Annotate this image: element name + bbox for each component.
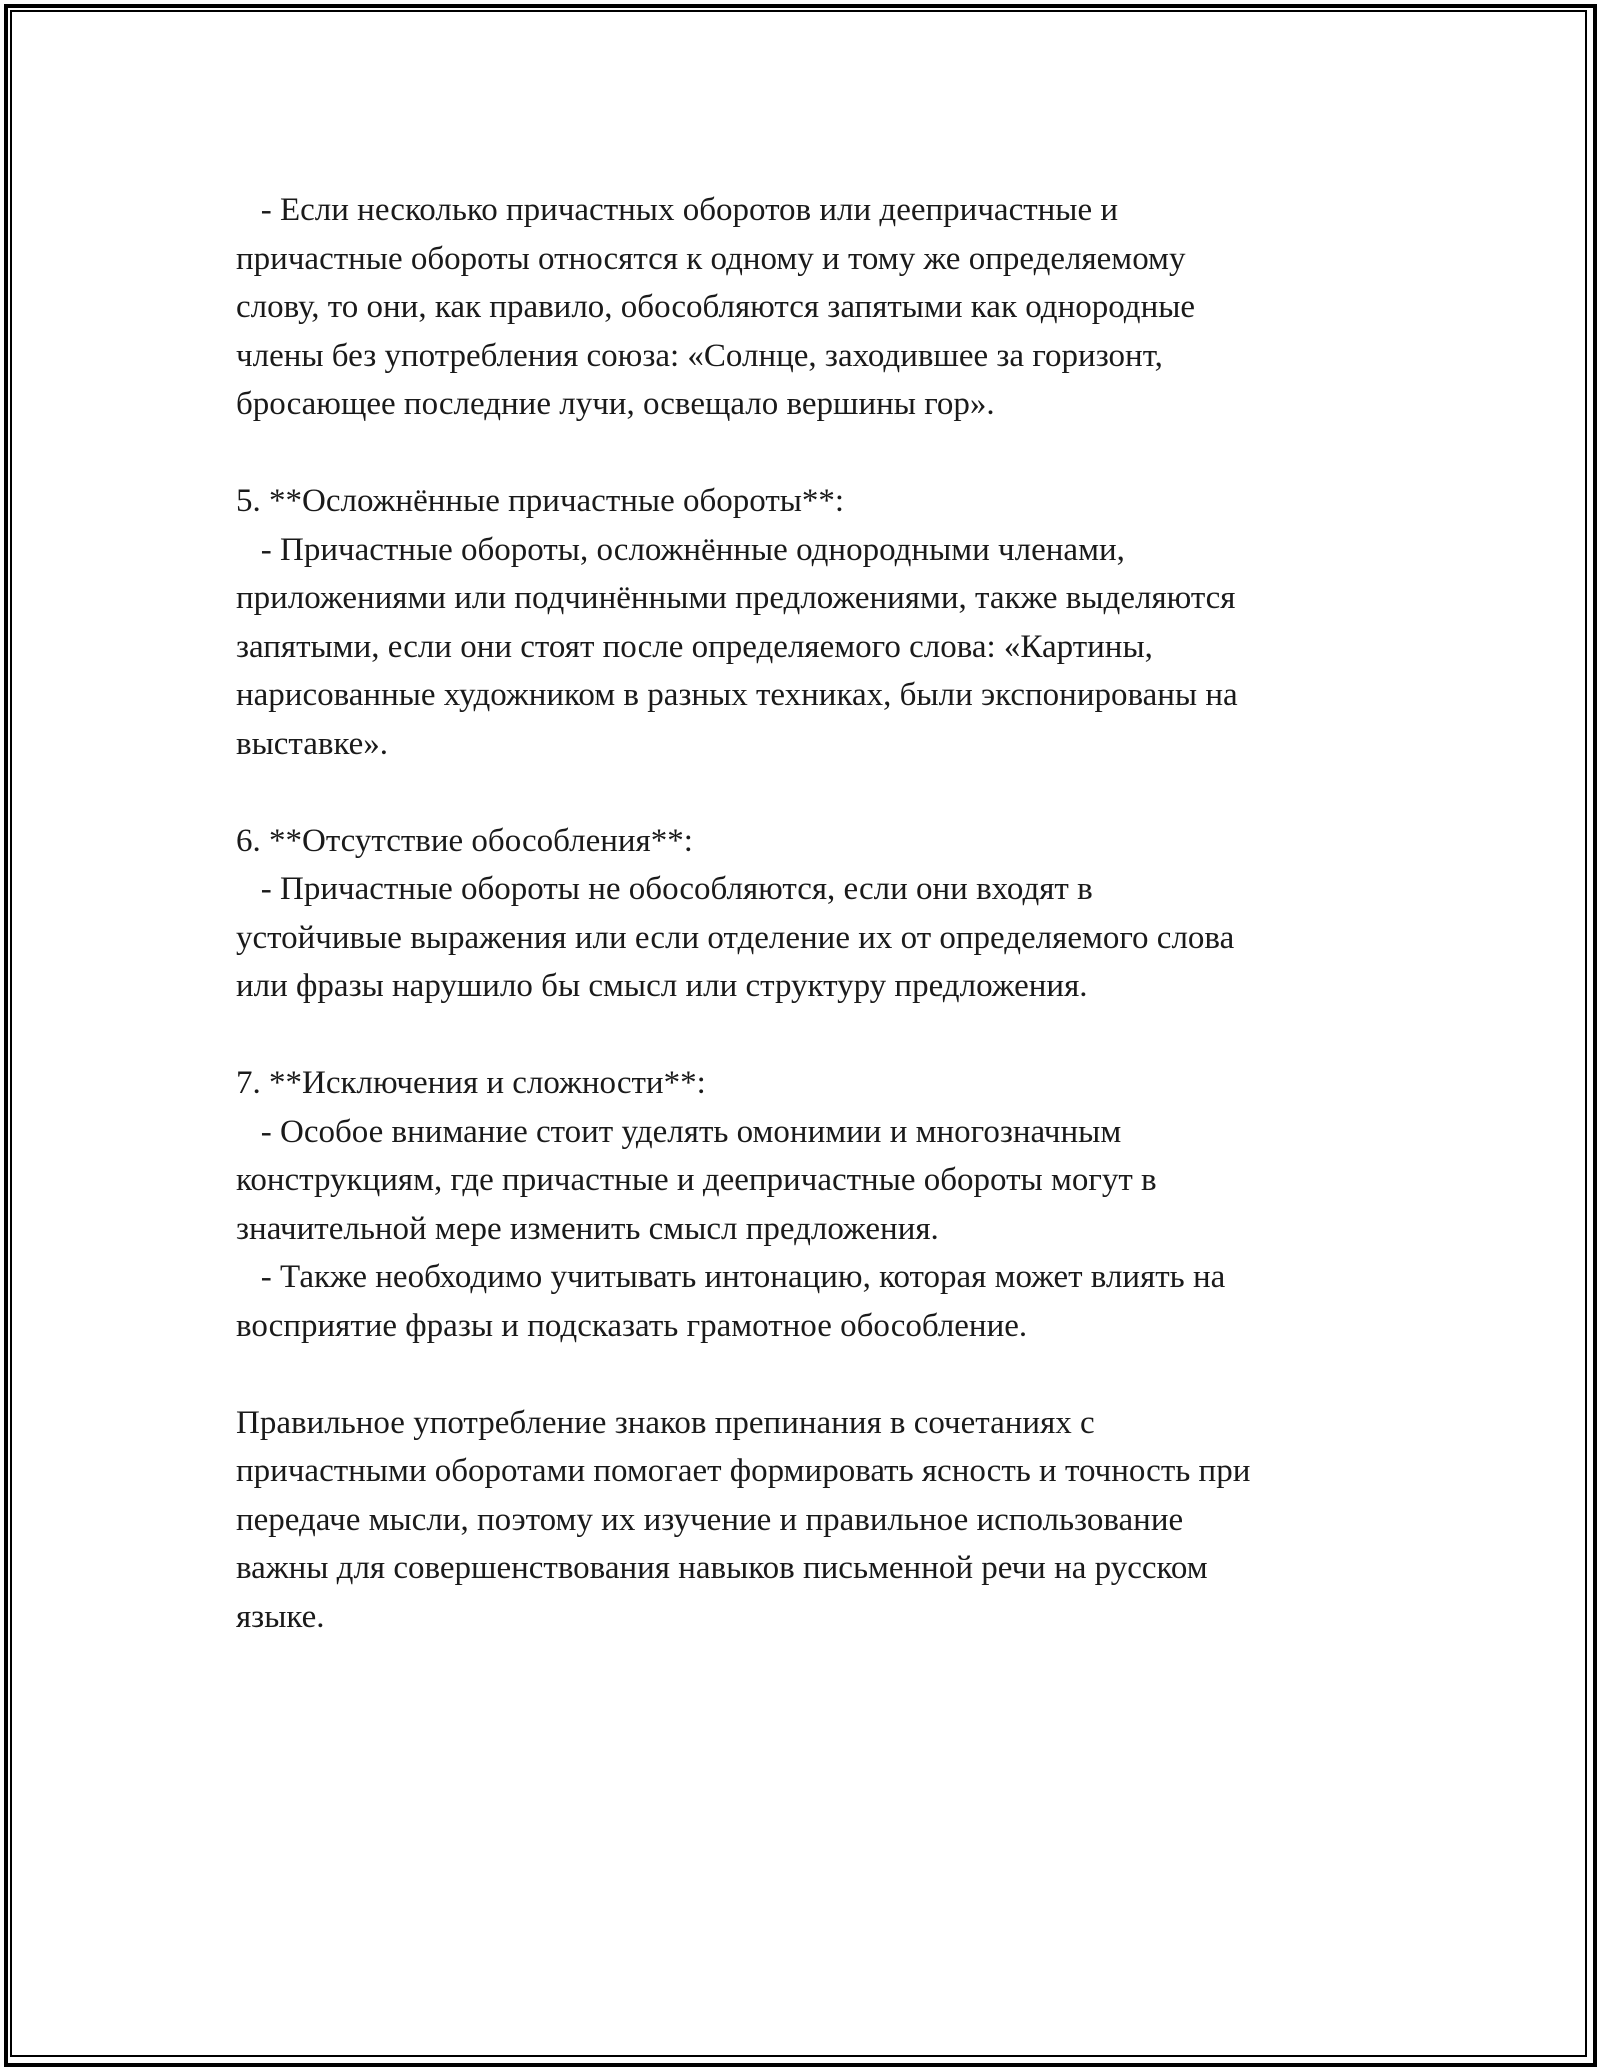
section-no-separation xyxy=(236,817,1396,1011)
text-line: важны для совершенствования навыков письменной речи на русском xyxy=(236,1550,1208,1586)
section-heading: 6. **Отсутствие обособления**: xyxy=(236,822,693,859)
paragraph-spacer xyxy=(236,429,1396,478)
text-line: приложениями или подчинёнными предложениями, также выделяются xyxy=(236,580,1236,616)
text-line: значительной мере изменить смысл предложения. xyxy=(236,1210,939,1247)
text-line: нарисованные художником в разных техниках, были экспонированы на xyxy=(236,677,1238,713)
text-line: или фразы нарушило бы смысл или структуру предложения. xyxy=(236,968,1088,1004)
text-line: слову, то они, как правило, обособляются запятыми как однородные xyxy=(236,289,1196,325)
text-line: выставке». xyxy=(236,725,389,762)
paragraph-spacer xyxy=(236,1011,1396,1060)
text-line: члены без употребления союза: «Солнце, заходившее за горизонт, xyxy=(236,337,1163,374)
section-heading: 5. **Осложнённые причастные обороты**: xyxy=(236,483,845,519)
text-line: Правильное употребление знаков препинания в сочетаниях с xyxy=(236,1404,1095,1441)
text-line: - Если несколько причастных оборотов или деепричастные и xyxy=(236,192,1119,228)
text-line: конструкциям, где причастные и деепричастные обороты могут в xyxy=(236,1162,1157,1198)
text-line: восприятие фразы и подсказать грамотное обособление. xyxy=(236,1307,1028,1344)
paragraph-spacer xyxy=(236,768,1396,817)
text-line: языке. xyxy=(236,1598,325,1635)
text-line: бросающее последние лучи, освещало вершины гор». xyxy=(236,386,995,422)
paragraph-homogeneous-participles xyxy=(236,186,1396,429)
document-body xyxy=(236,186,1396,1641)
paragraph-spacer xyxy=(236,1350,1396,1399)
section-exceptions xyxy=(236,1059,1396,1350)
text-line: - Особое внимание стоит уделять омонимии и многозначным xyxy=(236,1113,1122,1150)
text-line: передаче мысли, поэтому их изучение и правильное использование xyxy=(236,1501,1184,1538)
text-line: причастные обороты относятся к одному и тому же определяемому xyxy=(236,240,1186,277)
text-line: запятыми, если они стоят после определяемого слова: «Картины, xyxy=(236,628,1153,665)
text-line: - Причастные обороты, осложнённые однородными членами, xyxy=(236,531,1125,568)
text-line: - Причастные обороты не обособляются, если они входят в xyxy=(236,871,1093,907)
section-heading: 7. **Исключения и сложности**: xyxy=(236,1065,706,1101)
paragraph-conclusion xyxy=(236,1399,1396,1642)
text-line: причастными оборотами помогает формировать ясность и точность при xyxy=(236,1453,1251,1489)
text-line: устойчивые выражения или если отделение их от определяемого слова xyxy=(236,919,1235,956)
section-complex-participles xyxy=(236,477,1396,768)
text-line: - Также необходимо учитывать интонацию, которая может влиять на xyxy=(236,1259,1226,1295)
